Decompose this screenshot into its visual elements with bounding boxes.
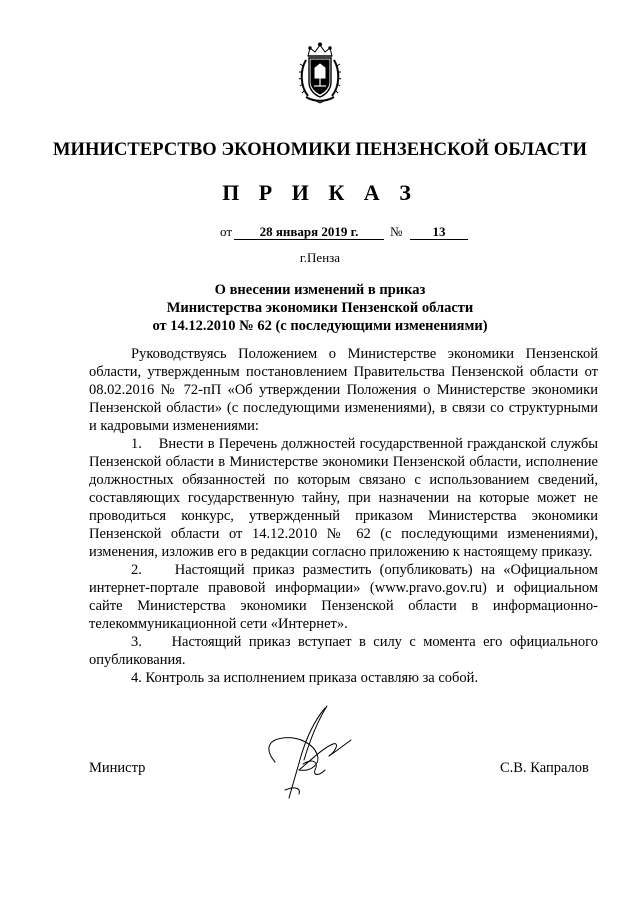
clause-paragraph: 3. Настоящий приказ вступает в силу с момента его официального опубликования.	[89, 634, 598, 668]
document-type-title: П Р И К А З	[222, 180, 418, 205]
preamble-paragraph: Руководствуясь Положением о Министерстве экономики Пензенской области, утвержденным постановлением Правительства Пензенской области от 08.02.2016 № 72-пП «Об утверждении Положения о Министерстве экономики Пензенской области» (с последующими изменениями), в связи со структурными и кадровыми изменениями:	[89, 346, 598, 434]
subject-line: от 14.12.2010 № 62 (с последующими изменениями)	[152, 318, 488, 334]
subject-line: Министерства экономики Пензенской области	[166, 300, 474, 316]
signatory-position: Министр	[89, 760, 146, 776]
date-label: от	[220, 224, 233, 239]
clause-paragraph: 2. Настоящий приказ разместить (опубликовать) на «Официальном интернет-портале правовой информации» (www.pravo.gov.ru) и официальном сайте Министерства экономики Пензенской области в информационно-телекоммуникационной сети «Интернет».	[89, 562, 598, 632]
city: г.Пенза	[299, 250, 341, 265]
order-subject	[0, 281, 640, 335]
order-number: 13	[410, 224, 468, 240]
order-date: 28 января 2019 г.	[234, 224, 384, 240]
handwritten-signature	[255, 700, 365, 810]
order-body	[89, 345, 598, 687]
ministry-name: МИНИСТЕРСТВО ЭКОНОМИКИ ПЕНЗЕНСКОЙ ОБЛАСТИ	[52, 140, 588, 160]
subject-line: О внесении изменений в приказ	[214, 282, 426, 298]
signatory-name: С.В. Капралов	[500, 760, 589, 776]
clause-paragraph: 4. Контроль за исполнением приказа оставляю за собой.	[131, 670, 479, 686]
coat-of-arms-emblem	[298, 42, 342, 109]
clause-paragraph: 1. Внести в Перечень должностей государственной гражданской службы Пензенской области в Министерстве экономики Пензенской области, исполнение должностных обязанностей по которым связано с использованием сведений, составляющих государственную тайну, при назначении на которые может не проводиться конкурс, утвержденный приказом Министерства экономики Пензенской области от 14.12.2010 № 62 (с последующими изменениями), изменения, изложив его в редакции согласно приложению к настоящему приказу.	[89, 436, 598, 560]
number-label: №	[390, 224, 403, 239]
